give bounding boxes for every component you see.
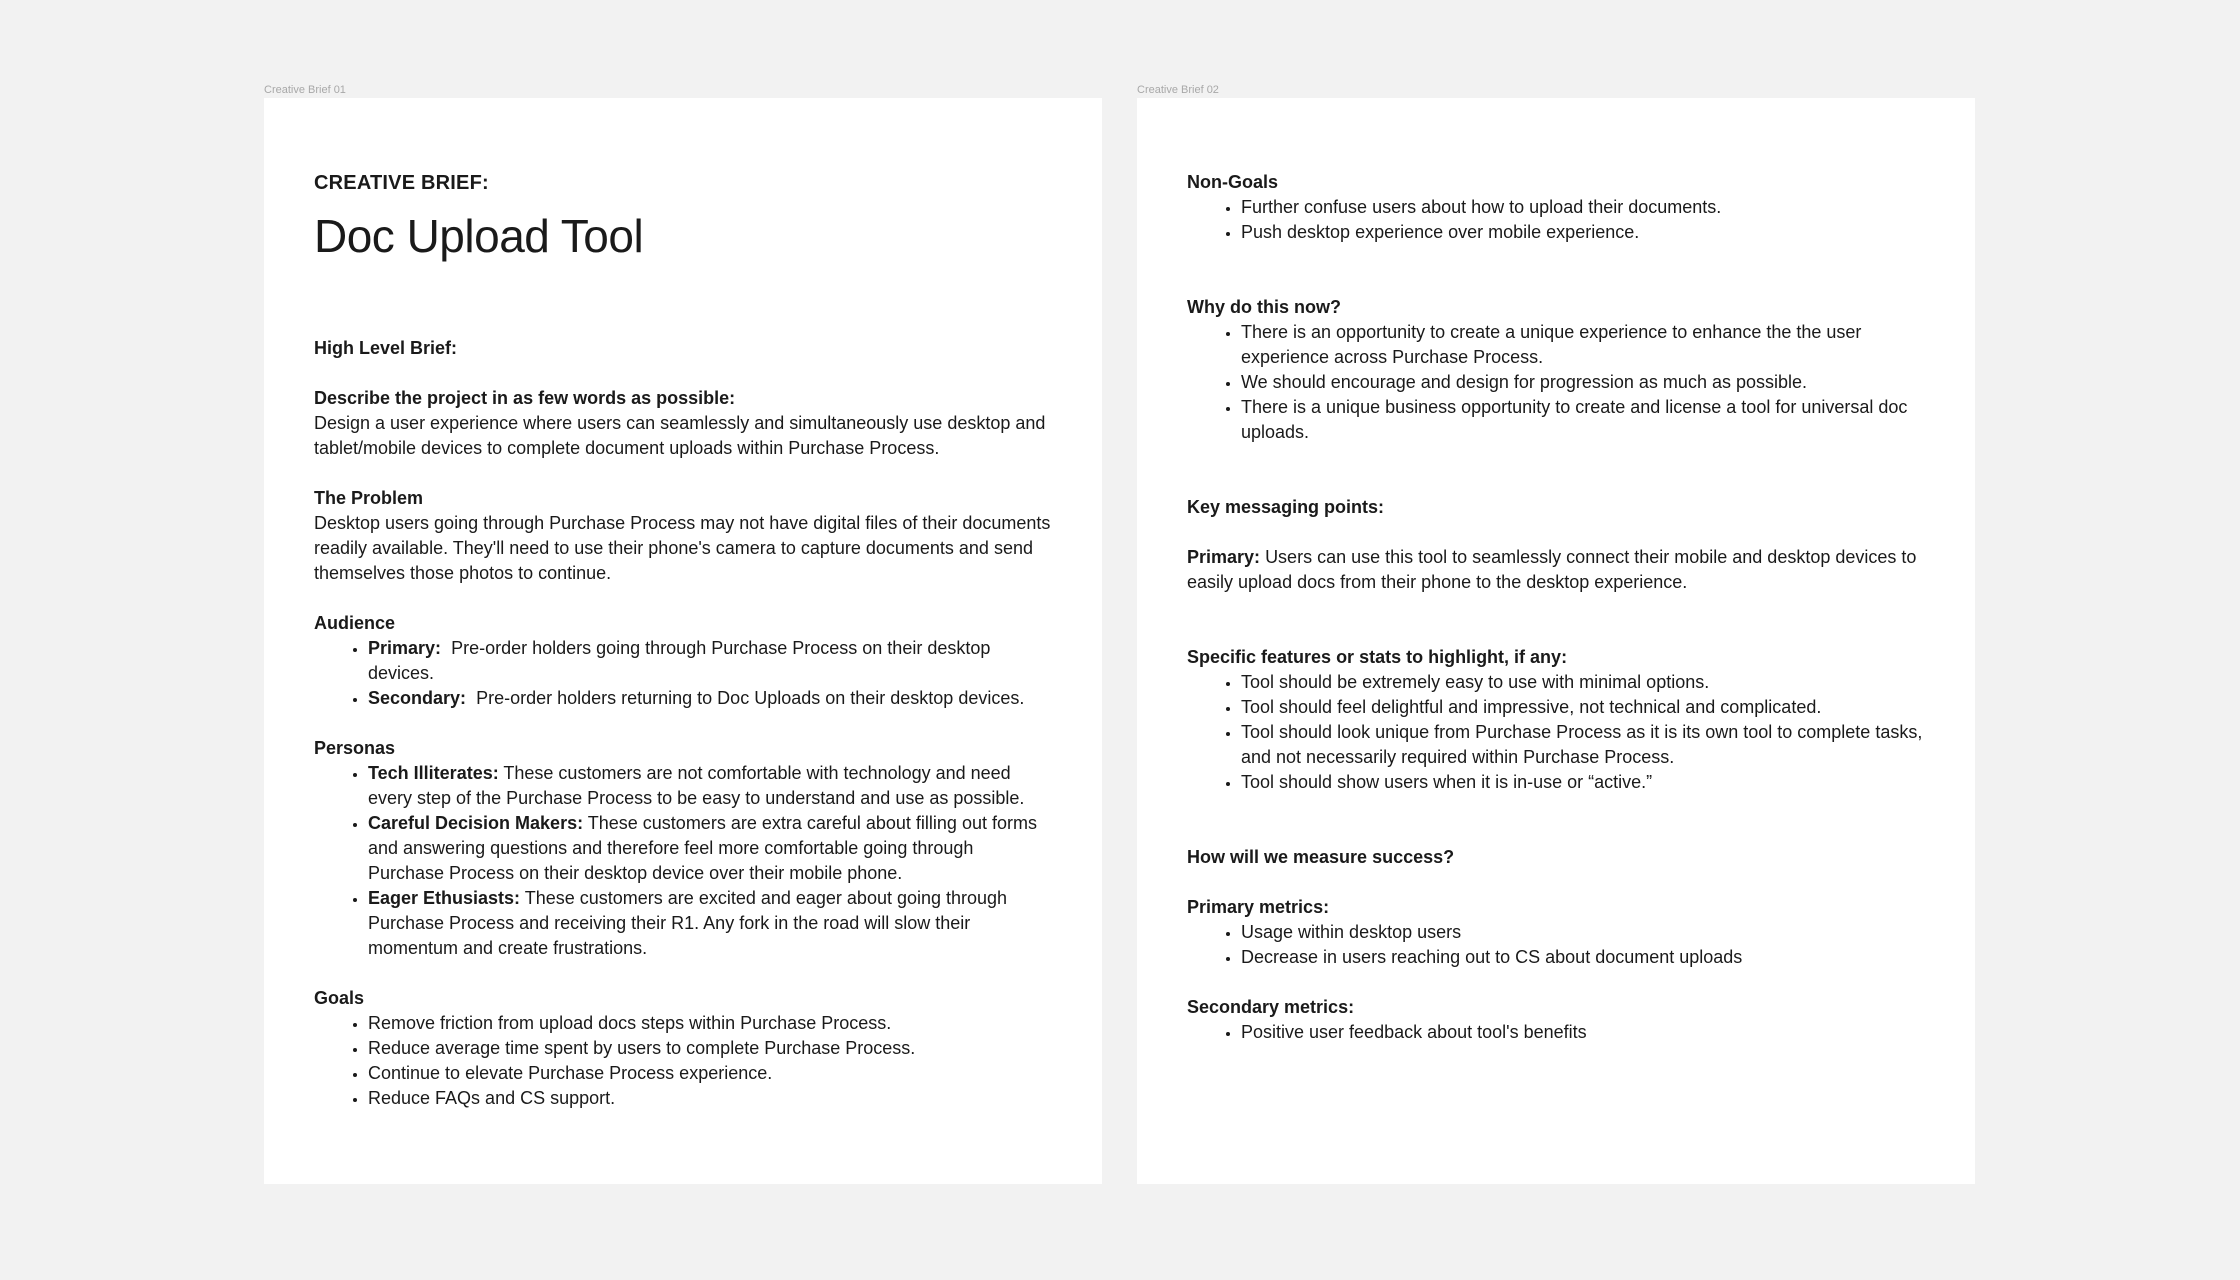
list-item: • Reduce FAQs and CS support. (368, 1086, 1052, 1111)
list-item: • Tool should feel delightful and impressive, not technical and complicated. (1241, 695, 1925, 720)
list-item: • Remove friction from upload docs steps within Purchase Process. (368, 1011, 1052, 1036)
key-messaging-heading: Key messaging points: (1187, 497, 1385, 517)
list-item: • Reduce average time spent by users to complete Purchase Process. (368, 1036, 1052, 1061)
primary-metrics-list (1187, 920, 1925, 970)
creative-brief-page-2 (1137, 98, 1975, 1184)
list-item-text: Pre-order holders returning to Doc Uploads on their desktop devices. (476, 688, 1025, 708)
why-now-list (1187, 320, 1925, 445)
key-messaging-primary-text: Users can use this tool to seamlessly connect their mobile and desktop devices to easily upload docs from their phone to the desktop experience. (1187, 547, 1917, 592)
non-goals-list (1187, 195, 1925, 245)
describe-heading: Describe the project in as few words as possible: (314, 388, 736, 408)
list-item-label: Careful Decision Makers: (368, 813, 584, 833)
personas-heading: Personas (314, 738, 396, 758)
list-item: • There is a unique business opportunity to create and license a tool for universal doc uploads. (1241, 395, 1925, 445)
list-item: • Further confuse users about how to upload their documents. (1241, 195, 1925, 220)
list-item: • Tool should show users when it is in-use or “active.” (1241, 770, 1925, 795)
frame-label-brief-01: Creative Brief 01 (264, 84, 346, 96)
list-item (368, 686, 1052, 711)
non-goals-heading: Non-Goals (1187, 172, 1279, 192)
list-item: • Continue to elevate Purchase Process experience. (368, 1061, 1052, 1086)
measure-success-heading: How will we measure success? (1187, 847, 1455, 867)
list-item-label: Primary: (368, 638, 442, 658)
features-heading: Specific features or stats to highlight, if any: (1187, 647, 1568, 667)
features-list (1187, 670, 1925, 795)
primary-metrics-heading: Primary metrics: (1187, 897, 1330, 917)
list-item-label: Tech Illiterates: (368, 763, 499, 783)
page-title: Doc Upload Tool (314, 210, 644, 262)
secondary-metrics-list (1187, 1020, 1925, 1045)
list-item (368, 636, 1052, 686)
list-item-text: These customers are excited and eager about going through Purchase Process and receiving their R1. Any fork in the road will slow their momentum and create frustrations. (368, 888, 1008, 958)
high-level-brief-heading: High Level Brief: (314, 338, 458, 358)
list-item: • We should encourage and design for progression as much as possible. (1241, 370, 1925, 395)
problem-body: Desktop users going through Purchase Process may not have digital files of their documents readily available. They'll need to use their phone's camera to capture documents and send themselves those photos to continue. (314, 513, 1051, 583)
describe-body: Design a user experience where users can seamlessly and simultaneously use desktop and tablet/mobile devices to complete document uploads within Purchase Process. (314, 413, 1046, 458)
list-item-text: Pre-order holders going through Purchase Process on their desktop devices. (368, 638, 991, 683)
secondary-metrics-heading: Secondary metrics: (1187, 997, 1355, 1017)
why-now-heading: Why do this now? (1187, 297, 1341, 317)
list-item: • Decrease in users reaching out to CS about document uploads (1241, 945, 1925, 970)
goals-list (314, 1011, 1052, 1111)
list-item (368, 886, 1052, 961)
list-item (368, 761, 1052, 811)
frame-label-brief-02: Creative Brief 02 (1137, 84, 1219, 96)
list-item: • Push desktop experience over mobile experience. (1241, 220, 1925, 245)
key-messaging-primary-label: Primary: (1187, 547, 1261, 567)
list-item-text: These customers are not comfortable with technology and need every step of the Purchase Process to be easy to understand and use as possible. (368, 763, 1025, 808)
creative-brief-page-1 (264, 98, 1102, 1184)
list-item (368, 811, 1052, 886)
audience-heading: Audience (314, 613, 396, 633)
personas-list (314, 761, 1052, 961)
list-item: • Positive user feedback about tool's benefits (1241, 1020, 1925, 1045)
list-item: • Tool should look unique from Purchase Process as it is its own tool to complete tasks, and not necessarily required within Purchase Process. (1241, 720, 1925, 770)
list-item-label: Eager Ethusiasts: (368, 888, 521, 908)
problem-heading: The Problem (314, 488, 424, 508)
goals-heading: Goals (314, 988, 365, 1008)
list-item: • Tool should be extremely easy to use with minimal options. (1241, 670, 1925, 695)
list-item-label: Secondary: (368, 688, 467, 708)
key-messaging-primary (1187, 545, 1925, 595)
audience-list (314, 636, 1052, 711)
list-item-text: These customers are extra careful about filling out forms and answering questions and therefore feel more comfortable going through Purchase Process on their desktop device over their mobile phone. (368, 813, 1037, 883)
brief-kicker: CREATIVE BRIEF: (314, 172, 489, 194)
list-item: • Usage within desktop users (1241, 920, 1925, 945)
list-item: • There is an opportunity to create a unique experience to enhance the the user experience across Purchase Process. (1241, 320, 1925, 370)
